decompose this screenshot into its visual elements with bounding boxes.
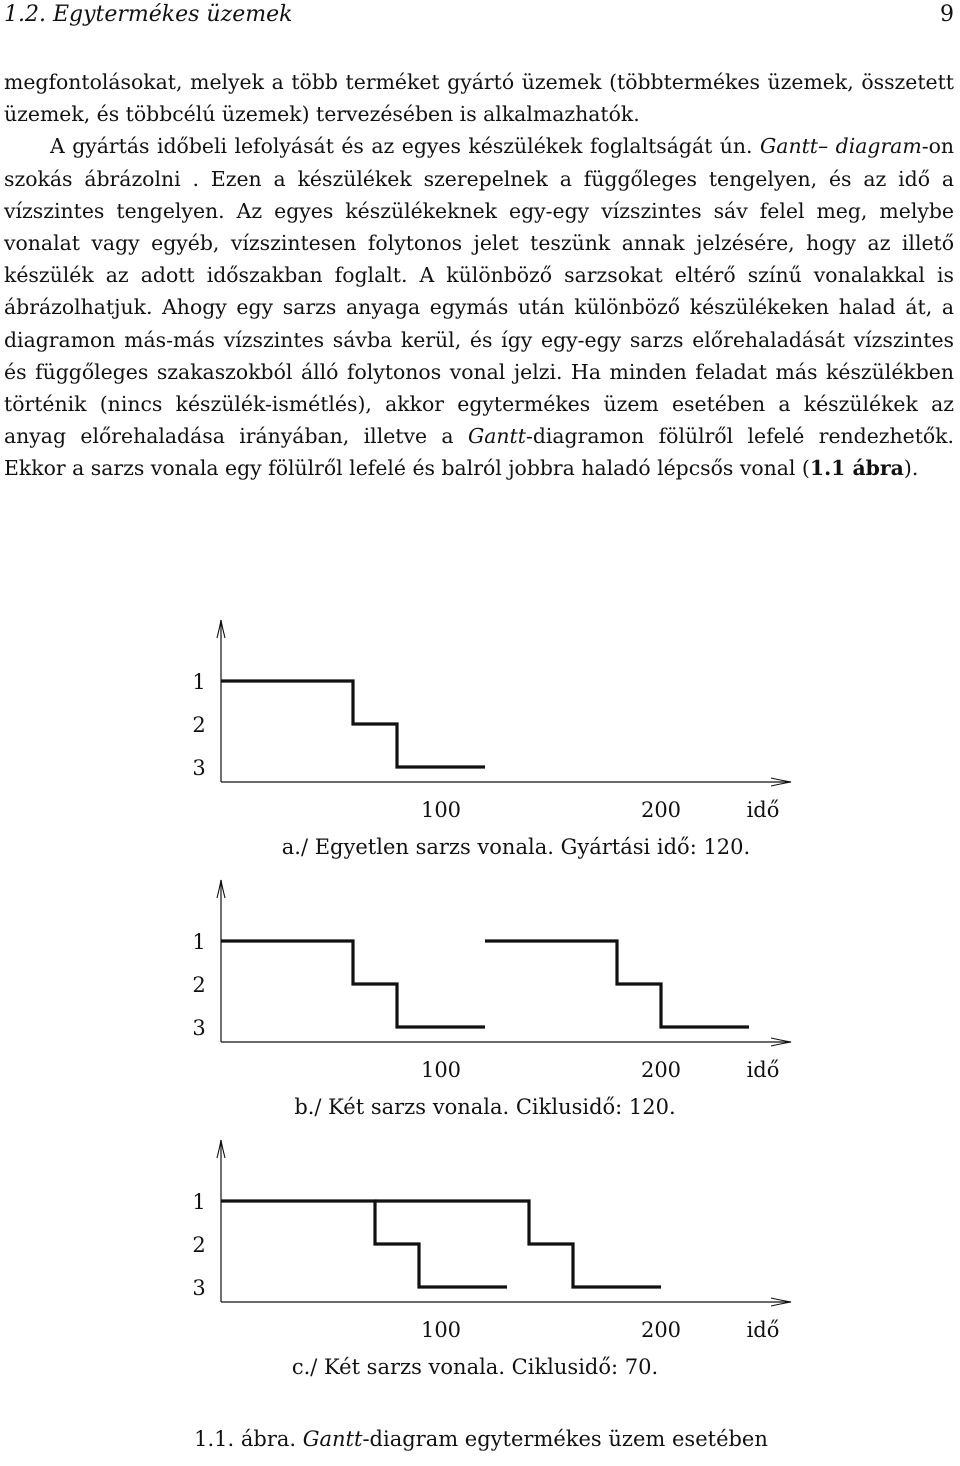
figure-caption — [0, 1424, 960, 1454]
paragraph-2-part-a: A gyártás időbeli lefolyását és az egyes készülékek foglaltságát ún. — [50, 134, 761, 159]
figure-caption-gantt: Gantt — [302, 1427, 363, 1451]
unit-label: 1 — [192, 1190, 206, 1214]
unit-label: 1 — [192, 670, 206, 694]
paragraph-2-part-c: -diagramon fölülről lefelé rendezhetők. Ekkor a sarzs vonala egy fölülről lefelé és balról jobbra haladó lépcsős vonal ( — [4, 424, 955, 481]
panel-caption: b./ Két sarzs vonala. Ciklusidő: 120. — [294, 1095, 676, 1119]
unit-label: 3 — [192, 1016, 206, 1040]
x-axis-label: idő — [746, 798, 780, 822]
figure-caption-prefix: 1.1. ábra. — [194, 1427, 303, 1451]
body-text — [4, 66, 954, 485]
unit-label: 3 — [192, 1276, 206, 1300]
unit-label: 1 — [192, 930, 206, 954]
panel-caption: c./ Két sarzs vonala. Ciklusidő: 70. — [291, 1355, 659, 1379]
page-header — [4, 0, 954, 30]
unit-label: 2 — [192, 973, 206, 997]
paragraph-2 — [4, 130, 954, 484]
figure-caption-suffix: -diagram egytermékes üzem esetében — [362, 1427, 768, 1451]
x-tick-label: 100 — [420, 1058, 462, 1082]
unit-label: 3 — [192, 756, 206, 780]
x-tick-label: 200 — [640, 1058, 682, 1082]
paragraph-2-part-d: ). — [903, 456, 919, 481]
batch-line-1 — [221, 1201, 507, 1287]
unit-label: 2 — [192, 1233, 206, 1257]
x-tick-label: 200 — [640, 798, 682, 822]
x-axis-label: idő — [746, 1058, 780, 1082]
page-number: 9 — [940, 2, 954, 27]
figure-reference: 1.1 ábra — [809, 456, 904, 481]
gantt-term-2: Gantt — [467, 424, 526, 449]
panel-caption: a./ Egyetlen sarzs vonala. Gyártási idő: 120. — [281, 835, 751, 859]
x-tick-label: 100 — [420, 798, 462, 822]
paragraph-2-part-b: -on szokás ábrázolni . Ezen a készülékek szerepelnek a függőleges tengelyen, és az idő a vízszintes tengelyen. Az egyes készülékeknek egy-egy vízszintes sáv felel meg, melybe vonalat vagy egyéb, vízszintesen folytonos jelet teszünk annak jelzésére, hogy az illető készülék az adott időszakban foglalt. A különböző sarzsokat eltérő színű vonalakkal is ábrázolhatjuk. Ahogy egy sarzs anyaga egymás után különböző készülékeken halad át, a diagramon más-más vízszintes sávba kerül, és így egy-egy sarzs előrehaladását vízszintes és függőleges szakaszokból álló folytonos vonal jelzi. Ha minden feladat más készülékben történik (nincs készülék-ismétlés), akkor egytermékes üzem esetében a készülékek az anyag előrehaladása irányában, illetve a — [4, 134, 954, 449]
x-tick-label: 100 — [420, 1318, 462, 1342]
gantt-figure — [0, 600, 960, 1420]
x-axis-label: idő — [746, 1318, 780, 1342]
x-tick-label: 200 — [640, 1318, 682, 1342]
section-title: 1.2. Egytermékes üzemek — [4, 2, 293, 27]
paragraph-1: megfontolásokat, melyek a több terméket gyártó üzemek (többtermékes üzemek, összetett üzemek, és többcélú üzemek) tervezésében is alkalmazhatók. — [4, 70, 954, 127]
unit-label: 2 — [192, 713, 206, 737]
gantt-term: Gantt– diagram — [760, 134, 922, 159]
